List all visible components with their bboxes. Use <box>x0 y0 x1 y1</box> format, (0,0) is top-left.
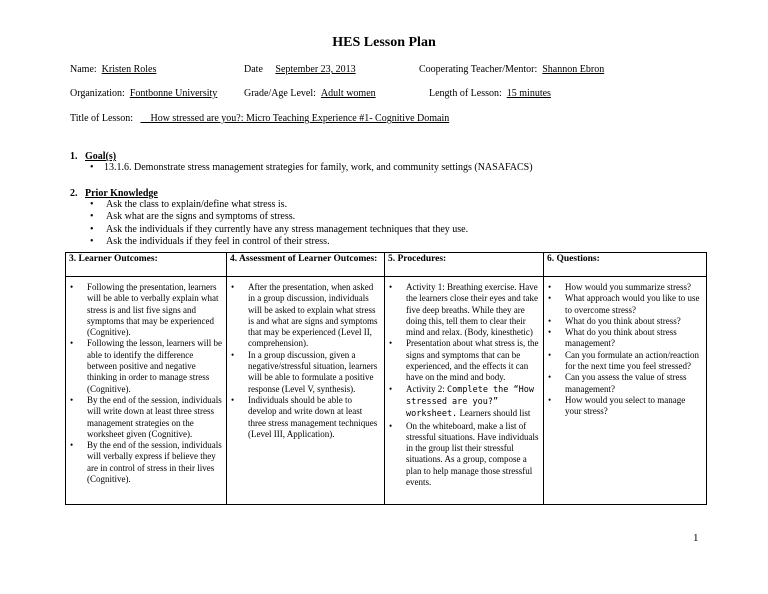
goal-list <box>70 162 533 174</box>
list-item: • Ask the individuals if they feel in control of their stress. <box>84 236 468 248</box>
assessment-header: 4. Assessment of Learner Outcomes: <box>227 253 385 277</box>
mentor-row <box>419 64 604 75</box>
procedure-whiteboard: • On the whiteboard, make a list of stressful situations. Have individuals in the group list their stressful situations. As a group, compose a plan to help manage those stressful events. <box>388 421 540 489</box>
questions-header: 6. Questions: <box>544 253 707 277</box>
list-item: • After the presentation, when asked in a group discussion, individuals will be asked to explain what stress is and what are signs and symptoms that may be experienced (Level II, comprehension). <box>230 282 381 350</box>
name-row <box>70 64 156 75</box>
mentor-value: Shannon Ebron <box>542 64 605 75</box>
page-title: HES Lesson Plan <box>332 35 436 50</box>
list-item: • Can you assess the value of stress management? <box>547 372 703 395</box>
list-item: • In a group discussion, given a negative/stressful situation, learners will be able to formulate a positive response (Level V, synthesis). <box>230 350 381 395</box>
grade-row <box>244 88 411 99</box>
list-item: • What approach would you like to use to overcome stress? <box>547 293 703 316</box>
list-item: • Individuals should be able to develop and write down at least three stress management techniques (Level III, Application). <box>230 395 381 440</box>
list-item: • Following the lesson, learners will be able to identify the difference between positive and negative thinking in order to manage stress (Cognitive). <box>69 338 223 394</box>
list-item: • By the end of the session, individuals will write down at least three stress management strategies on the worksheet given (Cognitive). <box>69 395 223 440</box>
mentor-label: Cooperating Teacher/Mentor: <box>419 64 538 75</box>
list-item: • Can you formulate an action/reaction for the next time you feel stressed? <box>547 350 703 373</box>
lesson-title-value: How stressed are you?: Micro Teaching Experience #1- Cognitive Domain <box>150 113 450 124</box>
length-value: 15 minutes <box>506 88 551 99</box>
organization-row <box>70 88 217 99</box>
list-item: • How would you summarize stress? <box>547 282 703 293</box>
lesson-table <box>65 252 707 505</box>
outcomes-cell <box>66 277 227 505</box>
grade-value: Adult women <box>320 88 376 99</box>
goal-heading: 1. Goal(s) <box>70 151 117 162</box>
assessment-cell <box>227 277 385 505</box>
list-item: • Ask what are the signs and symptoms of stress. <box>84 211 468 223</box>
page-number: 1 <box>693 532 699 544</box>
goal-item: • 13.1.6. Demonstrate stress management strategies for family, work, and community settings (NASAFACS) <box>70 162 533 174</box>
worksheet-name: Complete the “How stressed are you?” worksheet. <box>406 384 534 420</box>
list-item: • How would you select to manage your stress? <box>547 395 703 418</box>
date-row <box>244 64 356 75</box>
outcomes-header: 3. Learner Outcomes: <box>66 253 227 277</box>
procedure-presentation: • Presentation about what stress is, the signs and symptoms that can be experienced, and the effects it can have on the mind and body. <box>388 338 540 383</box>
lesson-title-label: Title of Lesson: <box>70 113 133 124</box>
list-item: • By the end of the session, individuals will verbally express if believe they are in control of stress in their lives (Cognitive). <box>69 440 223 485</box>
prior-knowledge-section <box>70 188 468 249</box>
grade-label: Grade/Age Level: <box>244 88 316 99</box>
procedure-activity-1: • Activity 1: Breathing exercise. Have the learners close their eyes and take five deep breaths. While they are doing this, tell them to clear their mind and relax. (Body, kinesthetic) <box>388 282 540 338</box>
lesson-title-row <box>70 113 449 124</box>
questions-cell <box>544 277 707 505</box>
list-item: • Following the presentation, learners will be able to verbally explain what stress is and list five signs and symptoms that may be experienced (Cognitive). <box>69 282 223 338</box>
name-value: Kristen Roles <box>101 64 157 75</box>
list-item: • What do you think about stress management? <box>547 327 703 350</box>
procedure-activity-2: • Activity 2: Complete the “How stressed are you?” worksheet. Learners should list <box>388 384 540 421</box>
procedures-cell <box>385 277 544 505</box>
prior-knowledge-list <box>84 199 468 249</box>
length-row <box>429 88 551 99</box>
list-item: • Ask the class to explain/define what stress is. <box>84 199 468 211</box>
date-value: September 23, 2013 <box>275 64 356 75</box>
prior-knowledge-heading: 2. Prior Knowledge <box>70 188 158 199</box>
procedures-header: 5. Procedures: <box>385 253 544 277</box>
list-item: • What do you think about stress? <box>547 316 703 327</box>
org-label: Organization: <box>70 88 125 99</box>
list-item: • Ask the individuals if they currently have any stress management techniques that they use. <box>84 224 468 236</box>
goal-section <box>70 151 533 174</box>
length-label: Length of Lesson: <box>429 88 502 99</box>
date-label: Date <box>244 64 263 75</box>
org-value: Fontbonne University <box>129 88 218 99</box>
name-label: Name: <box>70 64 97 75</box>
